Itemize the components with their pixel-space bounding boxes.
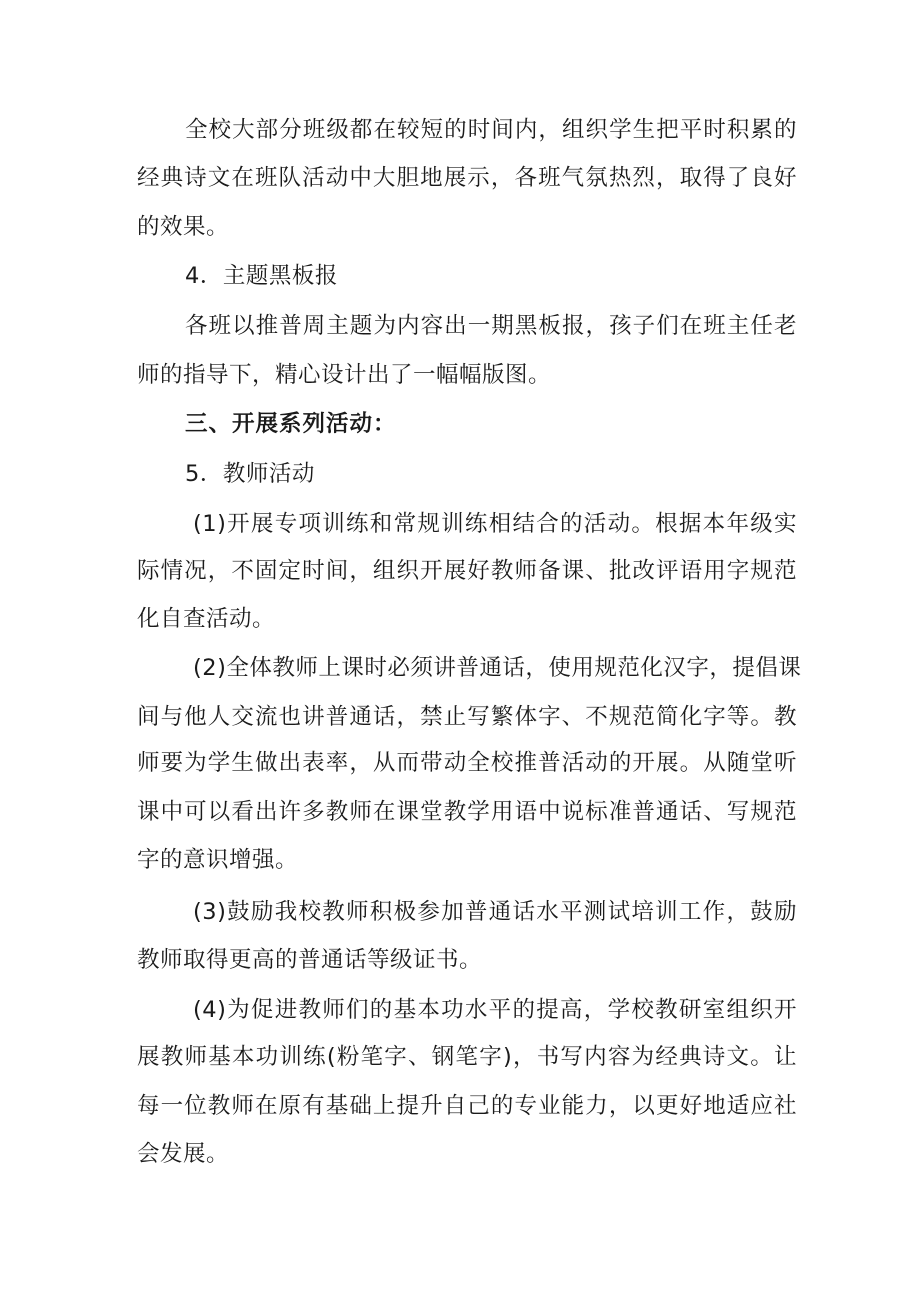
paragraph-line: 全校大部分班级都在较短的时间内，组织学生把平时积累的	[185, 117, 797, 143]
paragraph-line: (3)鼓励我校教师积极参加普通话水平测试培训工作，鼓励	[193, 899, 797, 925]
paragraph-line: (1)开展专项训练和常规训练相结合的活动。根据本年级实	[193, 511, 797, 537]
paragraph-line: 各班以推普周主题为内容出一期黑板报，孩子们在班主任老	[185, 313, 797, 339]
paragraph-line: 课中可以看出许多教师在课堂教学用语中说标准普通话、写规范	[137, 799, 797, 825]
paragraph-line: 师要为学生做出表率，从而带动全校推普活动的开展。从随堂听	[137, 750, 797, 776]
section-item-title: 5．教师活动	[185, 461, 315, 487]
paragraph-line: (2)全体教师上课时必须讲普通话，使用规范化汉字，提倡课	[193, 655, 802, 681]
paragraph-line: 会发展。	[137, 1141, 230, 1167]
paragraph-line: 教师取得更高的普通话等级证书。	[137, 947, 483, 973]
paragraph-line: 间与他人交流也讲普通话，禁止写繁体字、不规范简化字等。教	[137, 704, 797, 730]
paragraph-line: 经典诗文在班队活动中大胆地展示，各班气氛热烈，取得了良好	[137, 165, 797, 191]
section-heading: 三、开展系列活动：	[185, 411, 397, 437]
paragraph-line: 化自查活动。	[137, 606, 276, 632]
paragraph-line: (4)为促进教师们的基本功水平的提高，学校教研室组织开	[193, 997, 797, 1023]
paragraph-line: 展教师基本功训练(粉笔字、钢笔字)，书写内容为经典诗文。让	[137, 1044, 797, 1070]
paragraph-line: 的效果。	[137, 214, 230, 240]
paragraph-line: 师的指导下，精心设计出了一幅幅版图。	[137, 362, 552, 388]
paragraph-line: 每一位教师在原有基础上提升自己的专业能力，以更好地适应社	[137, 1093, 797, 1119]
paragraph-line: 字的意识增强。	[137, 847, 299, 873]
paragraph-line: 际情况，不固定时间，组织开展好教师备课、批改评语用字规范	[137, 558, 797, 584]
section-item-title: 4．主题黑板报	[185, 263, 338, 289]
